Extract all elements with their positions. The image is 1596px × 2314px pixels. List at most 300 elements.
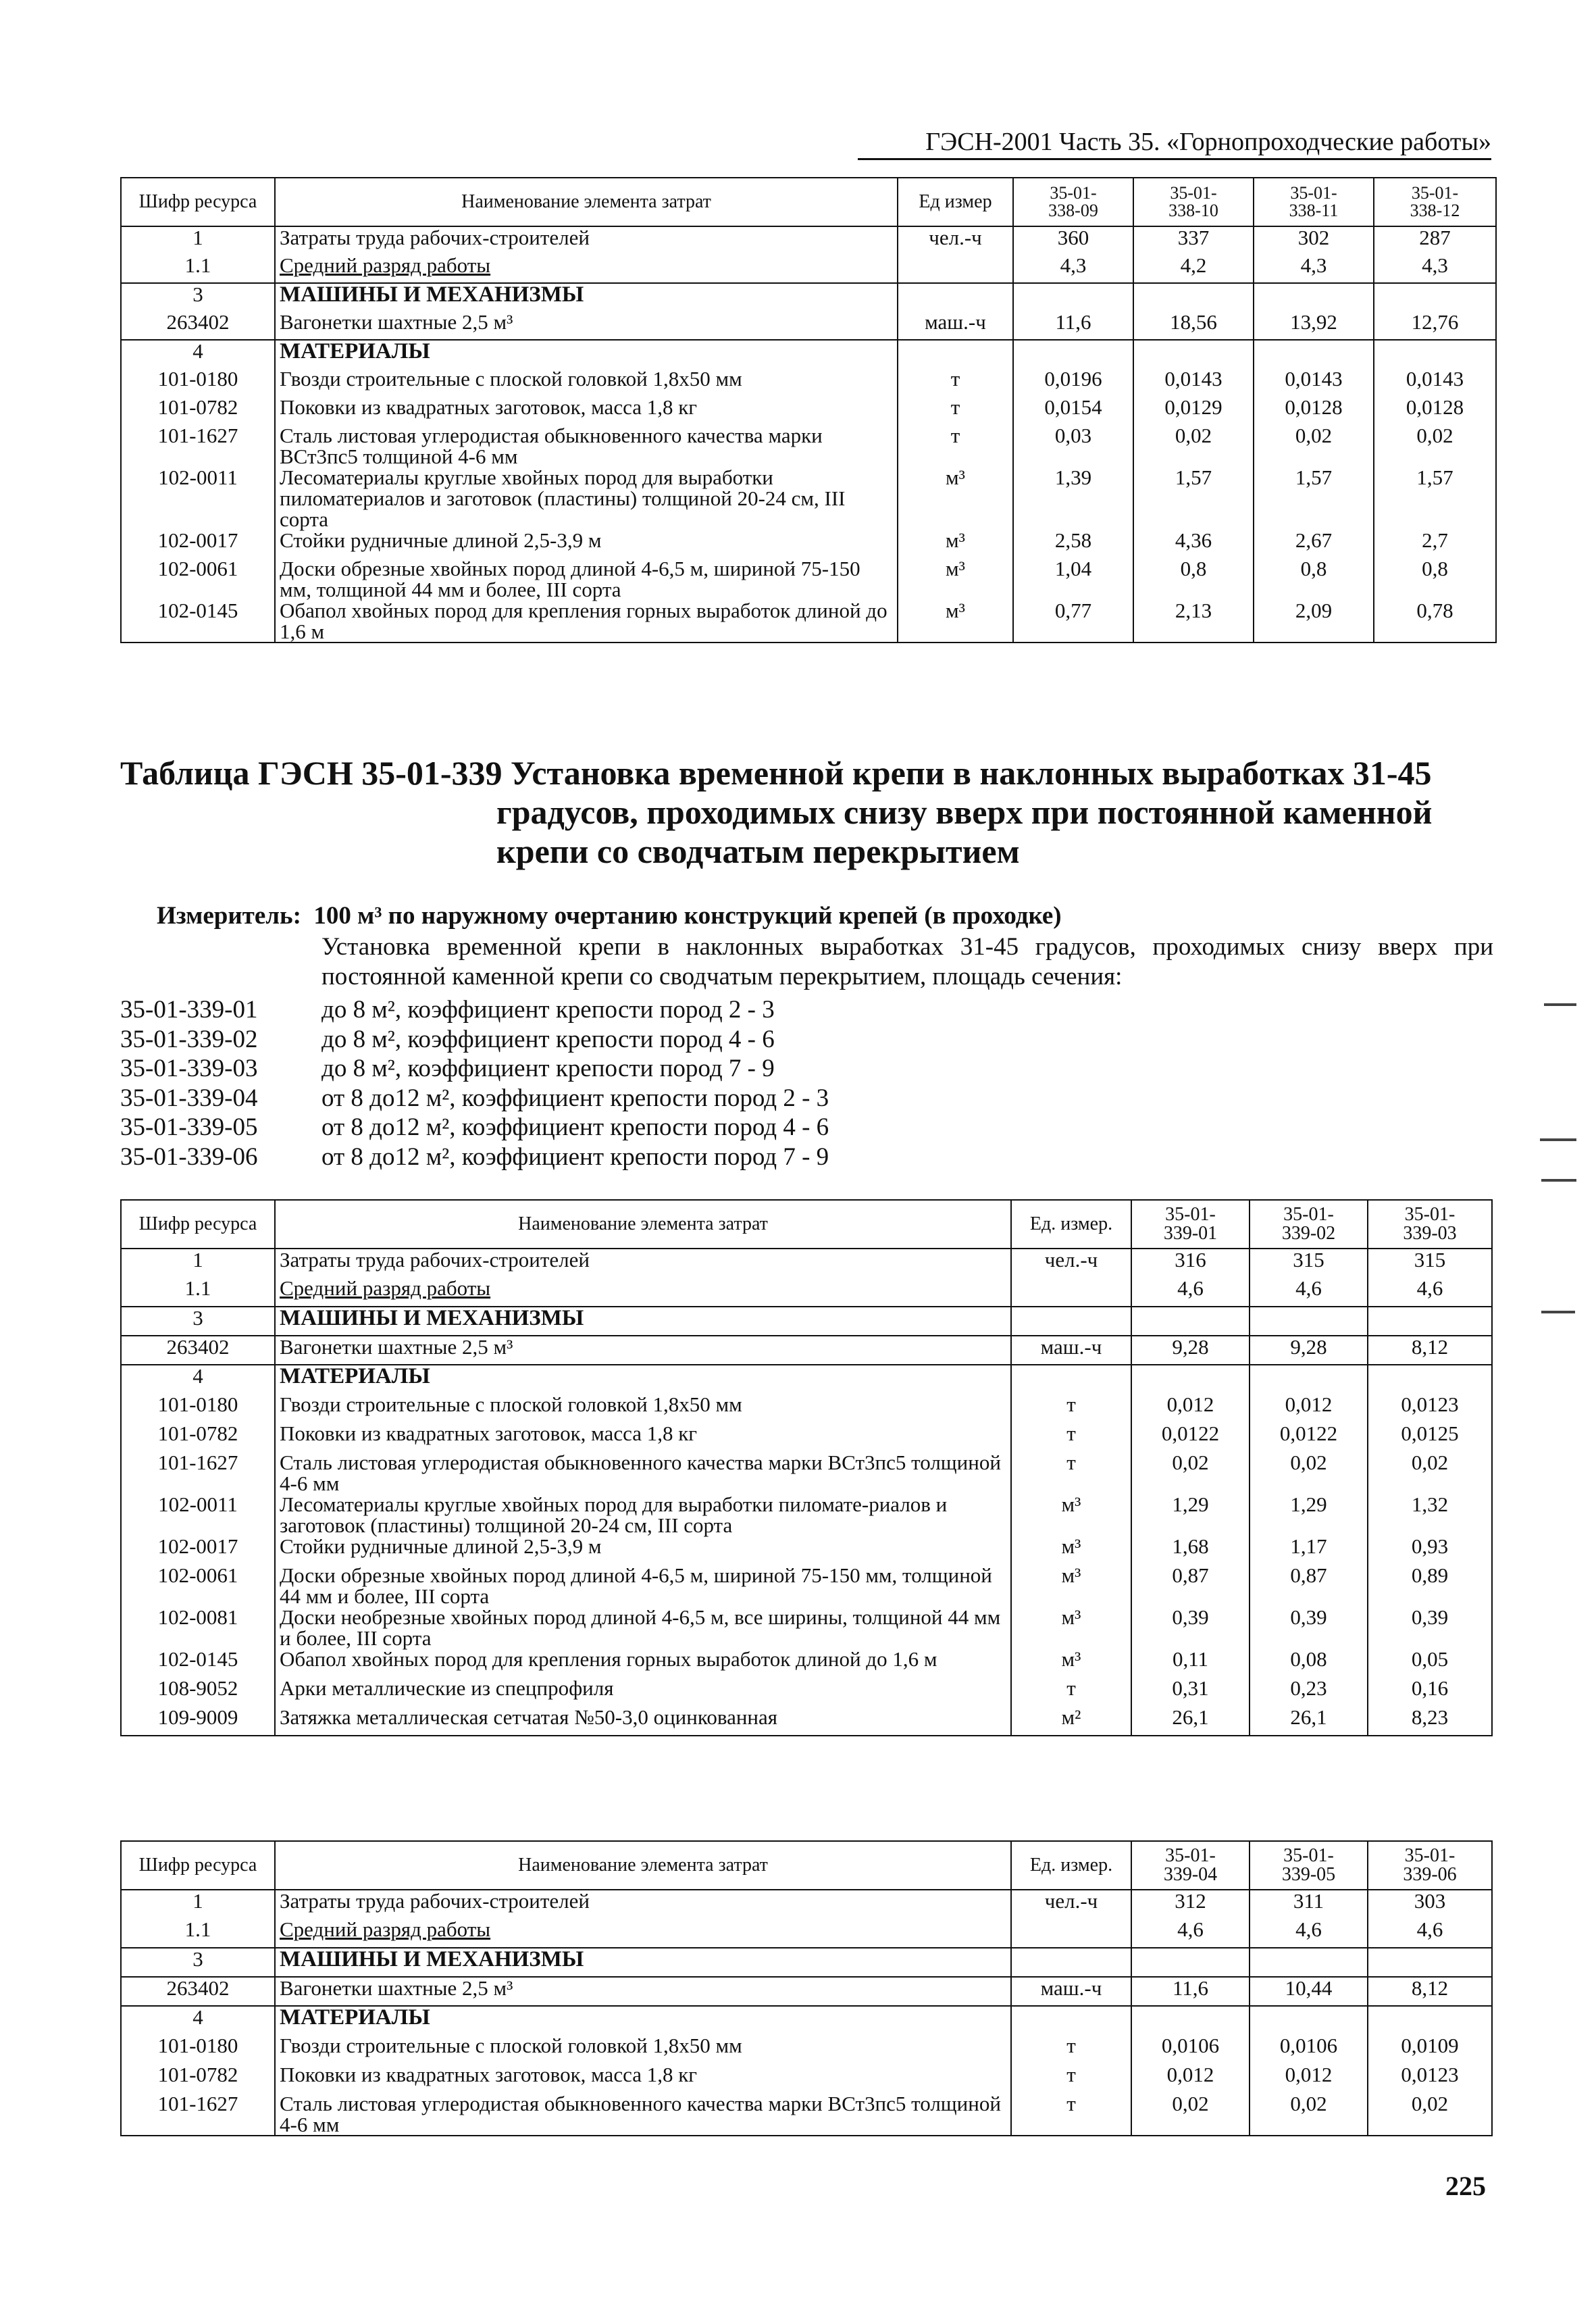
table-row bbox=[121, 1977, 1492, 2006]
cell-unit: м³ bbox=[1011, 1649, 1131, 1678]
cell-unit: т bbox=[1011, 1423, 1131, 1452]
cell-code: 263402 bbox=[121, 1336, 275, 1365]
cell-unit: м³ bbox=[898, 530, 1013, 558]
cell-value: 0,0143 bbox=[1254, 368, 1374, 397]
cell-unit bbox=[1011, 1948, 1131, 1977]
cell-value bbox=[1368, 2006, 1492, 2035]
cell-value: 2,09 bbox=[1254, 600, 1374, 643]
table-row bbox=[121, 1307, 1492, 1336]
item-code: 35-01-339-02 bbox=[120, 1025, 258, 1053]
table-row bbox=[121, 283, 1496, 311]
table-title bbox=[120, 753, 1498, 871]
header-col: 35-01- 338-12 bbox=[1374, 178, 1496, 226]
title-line: градусов, проходимых снизу вверх при постоянной каменной bbox=[496, 793, 1433, 831]
cell-name: Стойки рудничные длиной 2,5-3,9 м bbox=[275, 1536, 1011, 1565]
cell-name: Затраты труда рабочих-строителей bbox=[275, 1890, 1011, 1919]
table-row bbox=[121, 368, 1496, 397]
cell-value: 287 bbox=[1374, 226, 1496, 255]
cell-value bbox=[1131, 1307, 1250, 1336]
cell-name: МАШИНЫ И МЕХАНИЗМЫ bbox=[275, 283, 898, 311]
cell-name: Гвозди строительные с плоской головкой 1,8х50 мм bbox=[275, 2035, 1011, 2064]
table-row bbox=[121, 1607, 1492, 1649]
cell-value: 1,32 bbox=[1368, 1494, 1492, 1536]
item-code: 35-01-339-01 bbox=[120, 996, 258, 1024]
cell-code: 102-0081 bbox=[121, 1607, 275, 1649]
header-col: 35-01- 338-09 bbox=[1013, 178, 1133, 226]
cell-value: 303 bbox=[1368, 1890, 1492, 1919]
item-text: от 8 до12 м², коэффициент крепости пород 7 - 9 bbox=[321, 1142, 829, 1171]
cell-value bbox=[1013, 340, 1133, 368]
cell-unit: чел.-ч bbox=[898, 226, 1013, 255]
cell-name: Лесоматериалы круглые хвойных пород для выработки пиломате-риалов и заготовок (пластины) толщиной 20-24 см, III сорта bbox=[275, 1494, 1011, 1536]
item-text: до 8 м², коэффициент крепости пород 2 - 3 bbox=[321, 996, 775, 1024]
cell-value: 0,39 bbox=[1250, 1607, 1368, 1649]
cell-value: 0,77 bbox=[1013, 600, 1133, 643]
header-col: 35-01- 339-02 bbox=[1250, 1200, 1368, 1249]
item-code: 35-01-339-06 bbox=[120, 1142, 258, 1171]
cell-name: МАТЕРИАЛЫ bbox=[275, 1365, 1011, 1394]
measure-line bbox=[157, 901, 1062, 930]
cell-value: 2,7 bbox=[1374, 530, 1496, 558]
cell-value bbox=[1368, 1948, 1492, 1977]
cell-code: 102-0145 bbox=[121, 600, 275, 643]
cell-value: 0,02 bbox=[1131, 2093, 1250, 2136]
cell-name: Стойки рудничные длиной 2,5-3,9 м bbox=[275, 530, 898, 558]
header-unit: Ед. измер. bbox=[1011, 1841, 1131, 1890]
cell-value: 13,92 bbox=[1254, 311, 1374, 340]
header-code: Шифр ресурса bbox=[121, 1200, 275, 1249]
cell-value: 0,08 bbox=[1250, 1649, 1368, 1678]
cell-name: Затраты труда рабочих-строителей bbox=[275, 226, 898, 255]
title-line: крепи со сводчатым перекрытием bbox=[496, 832, 1020, 870]
table-row bbox=[121, 1365, 1492, 1394]
cell-value: 1,29 bbox=[1250, 1494, 1368, 1536]
table-row bbox=[121, 1565, 1492, 1607]
cell-name: Вагонетки шахтные 2,5 м³ bbox=[275, 1977, 1011, 2006]
description: Установка временной крепи в наклонных выработках 31-45 градусов, проходимых снизу вверх при постоянной каменной крепи со сводчатым перекрытием, площадь сечения: bbox=[321, 933, 1493, 990]
cell-code: 3 bbox=[121, 283, 275, 311]
cell-code: 263402 bbox=[121, 311, 275, 340]
cell-value bbox=[1013, 283, 1133, 311]
cell-value: 18,56 bbox=[1133, 311, 1254, 340]
cell-value: 0,8 bbox=[1254, 558, 1374, 600]
cell-code: 4 bbox=[121, 2006, 275, 2035]
table-row bbox=[121, 1919, 1492, 1948]
cell-name: Затяжка металлическая сетчатая №50-3,0 оцинкованная bbox=[275, 1707, 1011, 1736]
cell-unit bbox=[1011, 1307, 1131, 1336]
cell-code: 263402 bbox=[121, 1977, 275, 2006]
cell-value: 0,78 bbox=[1374, 600, 1496, 643]
cell-value: 0,0143 bbox=[1133, 368, 1254, 397]
table-row bbox=[121, 1452, 1492, 1494]
cell-value: 11,6 bbox=[1131, 1977, 1250, 2006]
cell-value: 360 bbox=[1013, 226, 1133, 255]
cell-value: 0,39 bbox=[1368, 1607, 1492, 1649]
cell-value: 0,012 bbox=[1250, 1394, 1368, 1423]
header-unit: Ед измер bbox=[898, 178, 1013, 226]
cell-code: 102-0061 bbox=[121, 558, 275, 600]
title-line: Таблица ГЭСН 35-01-339 Установка временной крепи в наклонных выработках 31-45 bbox=[120, 754, 1432, 792]
table-row bbox=[121, 2006, 1492, 2035]
cell-value: 4,6 bbox=[1250, 1278, 1368, 1307]
cell-value: 26,1 bbox=[1250, 1707, 1368, 1736]
cell-value: 0,02 bbox=[1374, 425, 1496, 467]
cell-value: 1,17 bbox=[1250, 1536, 1368, 1565]
cell-name: МАТЕРИАЛЫ bbox=[275, 2006, 1011, 2035]
table-row bbox=[121, 1394, 1492, 1423]
header-code: Шифр ресурса bbox=[121, 178, 275, 226]
table-row bbox=[121, 2093, 1492, 2136]
cell-code: 102-0145 bbox=[121, 1649, 275, 1678]
cell-value: 0,0196 bbox=[1013, 368, 1133, 397]
cell-unit: м³ bbox=[898, 600, 1013, 643]
cell-value: 0,03 bbox=[1013, 425, 1133, 467]
cell-value: 4,3 bbox=[1013, 255, 1133, 283]
cell-value bbox=[1250, 1307, 1368, 1336]
cell-value: 312 bbox=[1131, 1890, 1250, 1919]
cell-name: Средний разряд работы bbox=[275, 255, 898, 283]
cell-name: Средний разряд работы bbox=[275, 1919, 1011, 1948]
cell-value: 311 bbox=[1250, 1890, 1368, 1919]
cell-value: 4,36 bbox=[1133, 530, 1254, 558]
scan-mark bbox=[1544, 1003, 1576, 1006]
list-item bbox=[120, 1054, 829, 1084]
cell-value: 0,012 bbox=[1131, 1394, 1250, 1423]
cell-unit: т bbox=[898, 397, 1013, 425]
cell-code: 1 bbox=[121, 1890, 275, 1919]
table-row bbox=[121, 2035, 1492, 2064]
cell-value: 0,02 bbox=[1131, 1452, 1250, 1494]
cell-code: 109-9009 bbox=[121, 1707, 275, 1736]
table-row bbox=[121, 1336, 1492, 1365]
cell-name: Лесоматериалы круглые хвойных пород для выработки пиломатериалов и заготовок (пластины) толщиной 20-24 см, III сорта bbox=[275, 467, 898, 530]
cell-code: 102-0061 bbox=[121, 1565, 275, 1607]
cell-value: 0,0143 bbox=[1374, 368, 1496, 397]
cell-value: 0,02 bbox=[1250, 1452, 1368, 1494]
cell-value: 0,012 bbox=[1250, 2064, 1368, 2093]
cell-name: Арки металлические из спецпрофиля bbox=[275, 1678, 1011, 1707]
list-item bbox=[120, 1113, 829, 1142]
cell-value: 0,87 bbox=[1250, 1565, 1368, 1607]
cell-unit: м³ bbox=[1011, 1536, 1131, 1565]
cell-value: 0,02 bbox=[1250, 2093, 1368, 2136]
cell-code: 3 bbox=[121, 1307, 275, 1336]
cell-value: 0,0129 bbox=[1133, 397, 1254, 425]
cell-value: 1,68 bbox=[1131, 1536, 1250, 1565]
cell-unit: маш.-ч bbox=[1011, 1977, 1131, 2006]
item-text: от 8 до12 м², коэффициент крепости пород 4 - 6 bbox=[321, 1113, 829, 1141]
cell-value bbox=[1374, 283, 1496, 311]
header-col: 35-01- 339-06 bbox=[1368, 1841, 1492, 1890]
cell-code: 1.1 bbox=[121, 1278, 275, 1307]
cell-unit: маш.-ч bbox=[1011, 1336, 1131, 1365]
cell-value bbox=[1368, 1307, 1492, 1336]
cell-value bbox=[1133, 283, 1254, 311]
page-number: 225 bbox=[1445, 2171, 1486, 2201]
cell-value: 0,0122 bbox=[1131, 1423, 1250, 1452]
cell-value bbox=[1374, 340, 1496, 368]
cell-value: 0,93 bbox=[1368, 1536, 1492, 1565]
cell-code: 102-0011 bbox=[121, 467, 275, 530]
cell-unit: т bbox=[1011, 2035, 1131, 2064]
cell-value: 10,44 bbox=[1250, 1977, 1368, 2006]
cell-value: 1,29 bbox=[1131, 1494, 1250, 1536]
cell-value: 315 bbox=[1250, 1249, 1368, 1278]
measure-label: Измеритель: bbox=[157, 902, 301, 930]
cell-unit: т bbox=[1011, 2064, 1131, 2093]
cell-name: Вагонетки шахтные 2,5 м³ bbox=[275, 1336, 1011, 1365]
cell-value: 4,6 bbox=[1131, 1278, 1250, 1307]
cell-value: 2,58 bbox=[1013, 530, 1133, 558]
header-code: Шифр ресурса bbox=[121, 1841, 275, 1890]
header-col: 35-01- 339-04 bbox=[1131, 1841, 1250, 1890]
scan-mark bbox=[1540, 1138, 1576, 1141]
cell-value bbox=[1131, 1948, 1250, 1977]
cell-code: 4 bbox=[121, 340, 275, 368]
cell-unit bbox=[898, 340, 1013, 368]
cell-value: 0,02 bbox=[1368, 1452, 1492, 1494]
cell-code: 1.1 bbox=[121, 1919, 275, 1948]
cell-name: Поковки из квадратных заготовок, масса 1,8 кг bbox=[275, 1423, 1011, 1452]
cell-value bbox=[1131, 1365, 1250, 1394]
cell-value: 1,57 bbox=[1254, 467, 1374, 530]
table-row bbox=[121, 425, 1496, 467]
header-name: Наименование элемента затрат bbox=[275, 1841, 1011, 1890]
cell-value: 0,23 bbox=[1250, 1678, 1368, 1707]
cell-value: 8,12 bbox=[1368, 1977, 1492, 2006]
cell-value: 4,6 bbox=[1131, 1919, 1250, 1948]
cell-value: 4,3 bbox=[1254, 255, 1374, 283]
cell-code: 101-0782 bbox=[121, 1423, 275, 1452]
cell-value: 337 bbox=[1133, 226, 1254, 255]
header-col: 35-01- 338-11 bbox=[1254, 178, 1374, 226]
cell-value: 2,67 bbox=[1254, 530, 1374, 558]
cell-name: МАШИНЫ И МЕХАНИЗМЫ bbox=[275, 1948, 1011, 1977]
cell-value: 0,89 bbox=[1368, 1565, 1492, 1607]
cell-unit: м³ bbox=[1011, 1607, 1131, 1649]
cell-value bbox=[1254, 340, 1374, 368]
cell-value: 0,05 bbox=[1368, 1649, 1492, 1678]
cell-code: 108-9052 bbox=[121, 1678, 275, 1707]
cell-unit bbox=[1011, 2006, 1131, 2035]
cell-code: 101-1627 bbox=[121, 2093, 275, 2136]
cell-code: 4 bbox=[121, 1365, 275, 1394]
cell-name: МАШИНЫ И МЕХАНИЗМЫ bbox=[275, 1307, 1011, 1336]
cell-value: 0,87 bbox=[1131, 1565, 1250, 1607]
cell-value: 0,02 bbox=[1254, 425, 1374, 467]
cell-code: 1.1 bbox=[121, 255, 275, 283]
list-item bbox=[120, 1084, 829, 1113]
cell-unit: чел.-ч bbox=[1011, 1890, 1131, 1919]
cell-code: 101-0782 bbox=[121, 2064, 275, 2093]
item-code: 35-01-339-04 bbox=[120, 1084, 258, 1112]
cell-code: 101-0782 bbox=[121, 397, 275, 425]
cell-code: 3 bbox=[121, 1948, 275, 1977]
cell-name: Средний разряд работы bbox=[275, 1278, 1011, 1307]
cell-value: 4,3 bbox=[1374, 255, 1496, 283]
table-row bbox=[121, 558, 1496, 600]
cell-name: Вагонетки шахтные 2,5 м³ bbox=[275, 311, 898, 340]
cell-unit: т bbox=[1011, 2093, 1131, 2136]
cell-name: Поковки из квадратных заготовок, масса 1,8 кг bbox=[275, 397, 898, 425]
cell-value: 26,1 bbox=[1131, 1707, 1250, 1736]
resource-table-338 bbox=[120, 177, 1497, 643]
table-row bbox=[121, 1649, 1492, 1678]
cell-value: 9,28 bbox=[1250, 1336, 1368, 1365]
cell-value: 4,6 bbox=[1368, 1278, 1492, 1307]
cell-unit: м³ bbox=[1011, 1494, 1131, 1536]
cell-value bbox=[1250, 1365, 1368, 1394]
header-name: Наименование элемента затрат bbox=[275, 1200, 1011, 1249]
cell-value: 0,02 bbox=[1133, 425, 1254, 467]
cell-value: 0,0128 bbox=[1374, 397, 1496, 425]
table-row bbox=[121, 2064, 1492, 2093]
table-row bbox=[121, 397, 1496, 425]
cell-value: 1,57 bbox=[1374, 467, 1496, 530]
cell-value: 12,76 bbox=[1374, 311, 1496, 340]
cell-value: 0,02 bbox=[1368, 2093, 1492, 2136]
cell-value: 0,39 bbox=[1131, 1607, 1250, 1649]
cell-code: 102-0017 bbox=[121, 1536, 275, 1565]
cell-unit bbox=[1011, 1278, 1131, 1307]
cell-code: 102-0017 bbox=[121, 530, 275, 558]
cell-unit: т bbox=[1011, 1452, 1131, 1494]
cell-value: 1,57 bbox=[1133, 467, 1254, 530]
cell-unit: т bbox=[898, 425, 1013, 467]
list-item bbox=[120, 995, 829, 1025]
cell-value: 0,0123 bbox=[1368, 1394, 1492, 1423]
cell-value: 0,0128 bbox=[1254, 397, 1374, 425]
cell-code: 1 bbox=[121, 1249, 275, 1278]
cell-name: Гвозди строительные с плоской головкой 1,8х50 мм bbox=[275, 1394, 1011, 1423]
table-row bbox=[121, 1707, 1492, 1736]
cell-unit: т bbox=[1011, 1394, 1131, 1423]
cell-value: 0,0154 bbox=[1013, 397, 1133, 425]
cell-value: 0,11 bbox=[1131, 1649, 1250, 1678]
table-row bbox=[121, 600, 1496, 643]
item-code: 35-01-339-05 bbox=[120, 1113, 258, 1141]
header-col: 35-01- 338-10 bbox=[1133, 178, 1254, 226]
table-row bbox=[121, 1890, 1492, 1919]
table-row bbox=[121, 1536, 1492, 1565]
table-row bbox=[121, 530, 1496, 558]
table-row bbox=[121, 311, 1496, 340]
running-header: ГЭСН-2001 Часть 35. «Горнопроходческие работы» bbox=[858, 127, 1491, 160]
cell-unit: т bbox=[1011, 1678, 1131, 1707]
cell-unit bbox=[1011, 1365, 1131, 1394]
cell-unit: м³ bbox=[898, 467, 1013, 530]
cell-value: 0,0106 bbox=[1131, 2035, 1250, 2064]
cell-value: 0,31 bbox=[1131, 1678, 1250, 1707]
cell-name: Сталь листовая углеродистая обыкновенного качества марки ВСт3пс5 толщиной 4-6 мм bbox=[275, 2093, 1011, 2136]
cell-name: Доски обрезные хвойных пород длиной 4-6,5 м, шириной 75-150 мм, толщиной 44 мм и более, III сорта bbox=[275, 1565, 1011, 1607]
item-code: 35-01-339-03 bbox=[120, 1055, 258, 1082]
cell-unit bbox=[1011, 1919, 1131, 1948]
cell-value: 1,04 bbox=[1013, 558, 1133, 600]
cell-value: 0,8 bbox=[1374, 558, 1496, 600]
cell-value bbox=[1133, 340, 1254, 368]
resource-table-339-01-03 bbox=[120, 1199, 1493, 1736]
cell-value: 0,012 bbox=[1131, 2064, 1250, 2093]
table-row bbox=[121, 467, 1496, 530]
cell-value bbox=[1254, 283, 1374, 311]
cell-code: 1 bbox=[121, 226, 275, 255]
cell-name: Доски необрезные хвойных пород длиной 4-6,5 м, все ширины, толщиной 44 мм и более, III сорта bbox=[275, 1607, 1011, 1649]
cell-code: 101-0180 bbox=[121, 368, 275, 397]
cell-unit: т bbox=[898, 368, 1013, 397]
cell-value: 0,0122 bbox=[1250, 1423, 1368, 1452]
cell-name: Затраты труда рабочих-строителей bbox=[275, 1249, 1011, 1278]
cell-value: 315 bbox=[1368, 1249, 1492, 1278]
table-row bbox=[121, 226, 1496, 255]
list-item bbox=[120, 1025, 829, 1055]
cell-value: 4,6 bbox=[1368, 1919, 1492, 1948]
cell-value: 0,0123 bbox=[1368, 2064, 1492, 2093]
cell-value: 0,0125 bbox=[1368, 1423, 1492, 1452]
list-item bbox=[120, 1142, 829, 1172]
header-name: Наименование элемента затрат bbox=[275, 178, 898, 226]
cell-value: 0,8 bbox=[1133, 558, 1254, 600]
cell-name: Сталь листовая углеродистая обыкновенного качества марки ВСт3пс5 толщиной 4-6 мм bbox=[275, 1452, 1011, 1494]
cell-name: Сталь листовая углеродистая обыкновенного качества марки ВСт3пс5 толщиной 4-6 мм bbox=[275, 425, 898, 467]
cell-name: Обапол хвойных пород для крепления горных выработок длиной до 1,6 м bbox=[275, 1649, 1011, 1678]
cell-value: 1,39 bbox=[1013, 467, 1133, 530]
cell-unit: м² bbox=[1011, 1707, 1131, 1736]
cell-value: 4,2 bbox=[1133, 255, 1254, 283]
cell-value: 0,0109 bbox=[1368, 2035, 1492, 2064]
cell-name: МАТЕРИАЛЫ bbox=[275, 340, 898, 368]
cell-code: 102-0011 bbox=[121, 1494, 275, 1536]
table-row bbox=[121, 1423, 1492, 1452]
scan-mark bbox=[1541, 1311, 1575, 1313]
item-text: до 8 м², коэффициент крепости пород 7 - 9 bbox=[321, 1055, 775, 1082]
cell-value: 11,6 bbox=[1013, 311, 1133, 340]
table-row bbox=[121, 1278, 1492, 1307]
header-col: 35-01- 339-05 bbox=[1250, 1841, 1368, 1890]
header-unit: Ед. измер. bbox=[1011, 1200, 1131, 1249]
cell-value: 9,28 bbox=[1131, 1336, 1250, 1365]
cell-code: 101-0180 bbox=[121, 1394, 275, 1423]
items-list bbox=[120, 995, 829, 1172]
header-col: 35-01- 339-01 bbox=[1131, 1200, 1250, 1249]
table-row bbox=[121, 1678, 1492, 1707]
cell-name: Гвозди строительные с плоской головкой 1,8х50 мм bbox=[275, 368, 898, 397]
cell-value: 8,23 bbox=[1368, 1707, 1492, 1736]
header-col: 35-01- 339-03 bbox=[1368, 1200, 1492, 1249]
cell-unit bbox=[898, 283, 1013, 311]
item-text: до 8 м², коэффициент крепости пород 4 - 6 bbox=[321, 1025, 775, 1053]
measure-value: 100 м³ по наружному очертанию конструкций крепей (в проходке) bbox=[313, 902, 1062, 930]
item-text: от 8 до12 м², коэффициент крепости пород 2 - 3 bbox=[321, 1084, 829, 1112]
cell-value: 302 bbox=[1254, 226, 1374, 255]
cell-value: 4,6 bbox=[1250, 1919, 1368, 1948]
cell-value: 316 bbox=[1131, 1249, 1250, 1278]
cell-value: 0,0106 bbox=[1250, 2035, 1368, 2064]
cell-name: Поковки из квадратных заготовок, масса 1,8 кг bbox=[275, 2064, 1011, 2093]
cell-name: Доски обрезные хвойных пород длиной 4-6,5 м, шириной 75-150 мм, толщиной 44 мм и более, III сорта bbox=[275, 558, 898, 600]
cell-name: Обапол хвойных пород для крепления горных выработок длиной до 1,6 м bbox=[275, 600, 898, 643]
cell-value: 8,12 bbox=[1368, 1336, 1492, 1365]
resource-table-339-04-06 bbox=[120, 1840, 1493, 2136]
cell-value bbox=[1131, 2006, 1250, 2035]
cell-value: 0,16 bbox=[1368, 1678, 1492, 1707]
table-row bbox=[121, 1494, 1492, 1536]
cell-value bbox=[1250, 2006, 1368, 2035]
cell-code: 101-1627 bbox=[121, 1452, 275, 1494]
table-row bbox=[121, 255, 1496, 283]
cell-unit: чел.-ч bbox=[1011, 1249, 1131, 1278]
cell-value bbox=[1250, 1948, 1368, 1977]
